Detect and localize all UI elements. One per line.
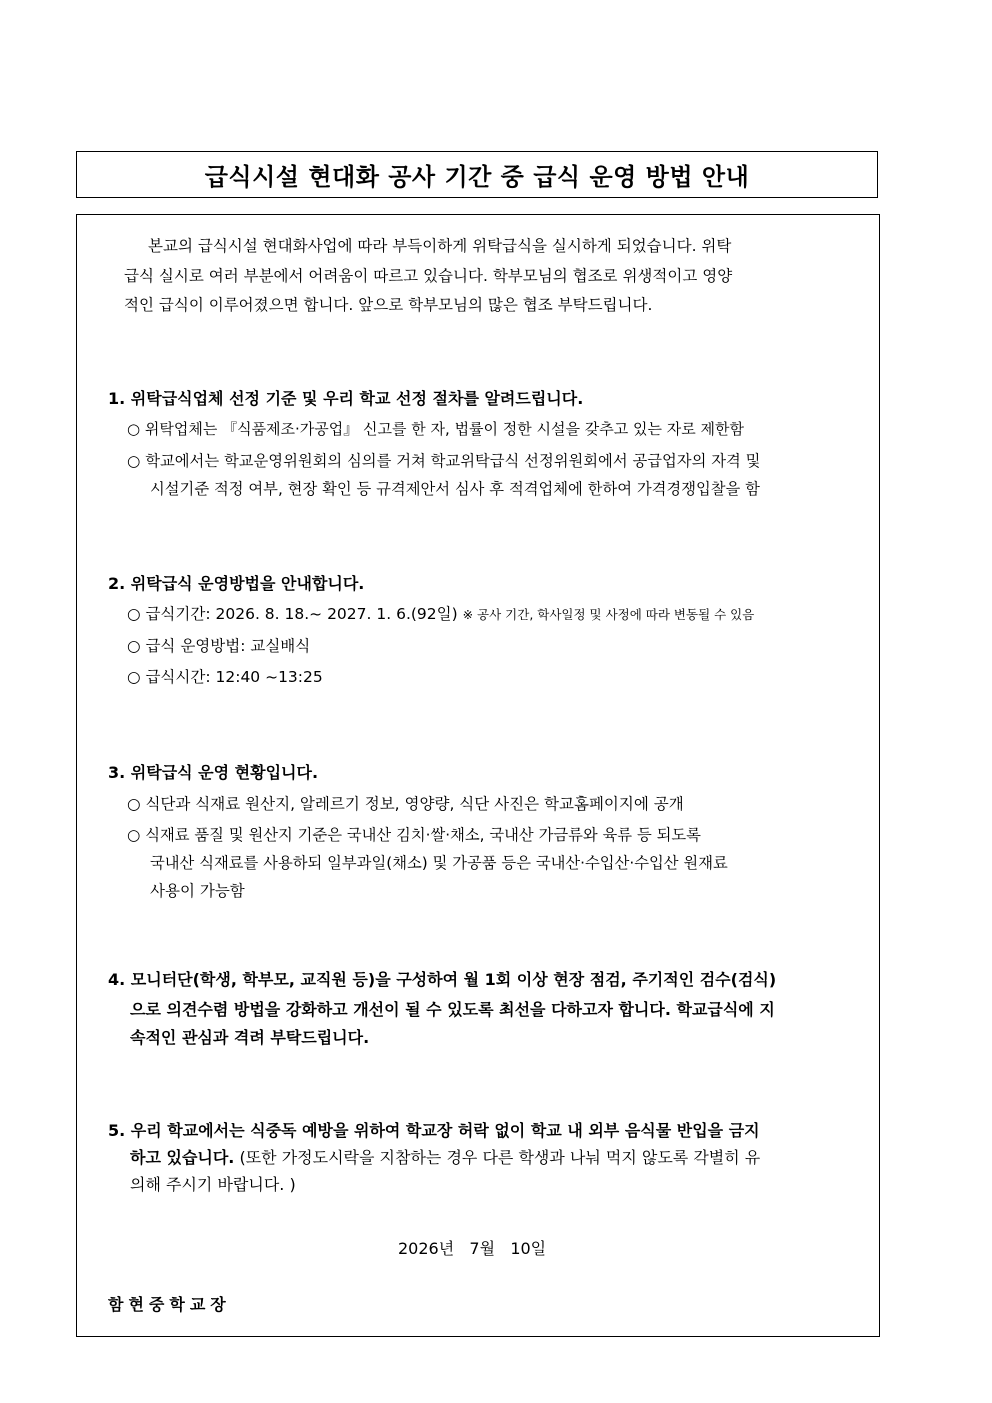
intro-line bbox=[124, 261, 732, 291]
section-5-text-normal: (또한 가정도시락을 지참하는 경우 다른 학생과 나눠 먹지 않도록 각별히 유 bbox=[234, 1148, 761, 1167]
section-5-text: 5. 우리 학교에서는 식중독 예방을 위하여 학교장 허락 없이 학교 내 외부 음식물 반입을 금지 bbox=[108, 1121, 760, 1140]
signature: 함현중학교장 bbox=[108, 1295, 231, 1314]
section-4-text: 속적인 관심과 격려 부탁드립니다. bbox=[130, 1028, 370, 1047]
section-2-item-period bbox=[127, 602, 754, 624]
section-2-item-time: ○ 급식시간: 12:40 ~13:25 bbox=[127, 668, 323, 686]
intro-line bbox=[124, 290, 652, 320]
section-1-item-cont: 시설기준 적정 여부, 현장 확인 등 규격제안서 심사 후 적격업체에 한하여 가격경쟁입찰을 함 bbox=[150, 480, 760, 498]
section-4-text: 으로 의견수렴 방법을 강화하고 개선이 될 수 있도록 최선을 다하고자 합니다. 학교급식에 지 bbox=[130, 1000, 775, 1019]
section-3-item-cont: 사용이 가능함 bbox=[150, 882, 245, 900]
section-3-item: ○ 식재료 품질 및 원산지 기준은 국내산 김치·쌀·채소, 국내산 가금류와 육류 등 되도록 bbox=[127, 826, 701, 844]
section-5-text-normal: 의해 주시기 바랍니다. ) bbox=[130, 1175, 296, 1194]
section-3-item-cont: 국내산 식재료를 사용하되 일부과일(채소) 및 가공품 등은 국내산·수입산·수입산 원재료 bbox=[150, 854, 728, 872]
intro-paragraph bbox=[148, 231, 731, 261]
section-2-heading: 2. 위탁급식 운영방법을 안내합니다. bbox=[108, 574, 365, 593]
section-1-heading: 1. 위탁급식업체 선정 기준 및 우리 학교 선정 절차를 알려드립니다. bbox=[108, 389, 584, 408]
intro-line: 본교의 급식시설 현대화사업에 따라 부득이하게 위탁급식을 실시하게 되었습니다. 위탁 bbox=[148, 237, 732, 255]
meal-period-note: ※ 공사 기간, 학사일정 및 사정에 따라 변동될 수 있음 bbox=[462, 607, 755, 622]
section-5-line bbox=[130, 1169, 296, 1200]
section-3-heading: 3. 위탁급식 운영 현황입니다. bbox=[108, 763, 319, 782]
title-box bbox=[76, 151, 878, 198]
section-1-item: ○ 위탁업체는 『식품제조·가공업』 신고를 한 자, 법률이 정한 시설을 갖추고 있는 자로 제한함 bbox=[127, 420, 744, 438]
section-4-line bbox=[130, 994, 775, 1025]
intro-line: 급식 실시로 여러 부분에서 어려움이 따르고 있습니다. 학부모님의 협조로 위생적이고 영양 bbox=[124, 267, 733, 285]
intro-line: 적인 급식이 이루어졌으면 합니다. 앞으로 학부모님의 많은 협조 부탁드립니다. bbox=[124, 296, 653, 314]
section-1-item: ○ 학교에서는 학교운영위원회의 심의를 거쳐 학교위탁급식 선정위원회에서 공급업자의 자격 및 bbox=[127, 452, 761, 470]
section-4-line bbox=[108, 964, 776, 995]
meal-period: ○ 급식기간: 2026. 8. 18.~ 2027. 1. 6.(92일) bbox=[127, 605, 458, 623]
section-5-text-bold: 하고 있습니다. bbox=[130, 1148, 235, 1167]
page-title: 급식시설 현대화 공사 기간 중 급식 운영 방법 안내 bbox=[204, 163, 750, 191]
section-2-item-method: ○ 급식 운영방법: 교실배식 bbox=[127, 637, 311, 655]
section-4-line bbox=[130, 1022, 369, 1053]
section-3-item: ○ 식단과 식재료 원산지, 알레르기 정보, 영양량, 식단 사진은 학교홈페이지에 공개 bbox=[127, 795, 684, 813]
section-4-text: 4. 모니터단(학생, 학부모, 교직원 등)을 구성하여 월 1회 이상 현장 점검, 주기적인 검수(검식) bbox=[108, 970, 777, 989]
document-date: 2026년 7월 10일 bbox=[398, 1239, 547, 1258]
